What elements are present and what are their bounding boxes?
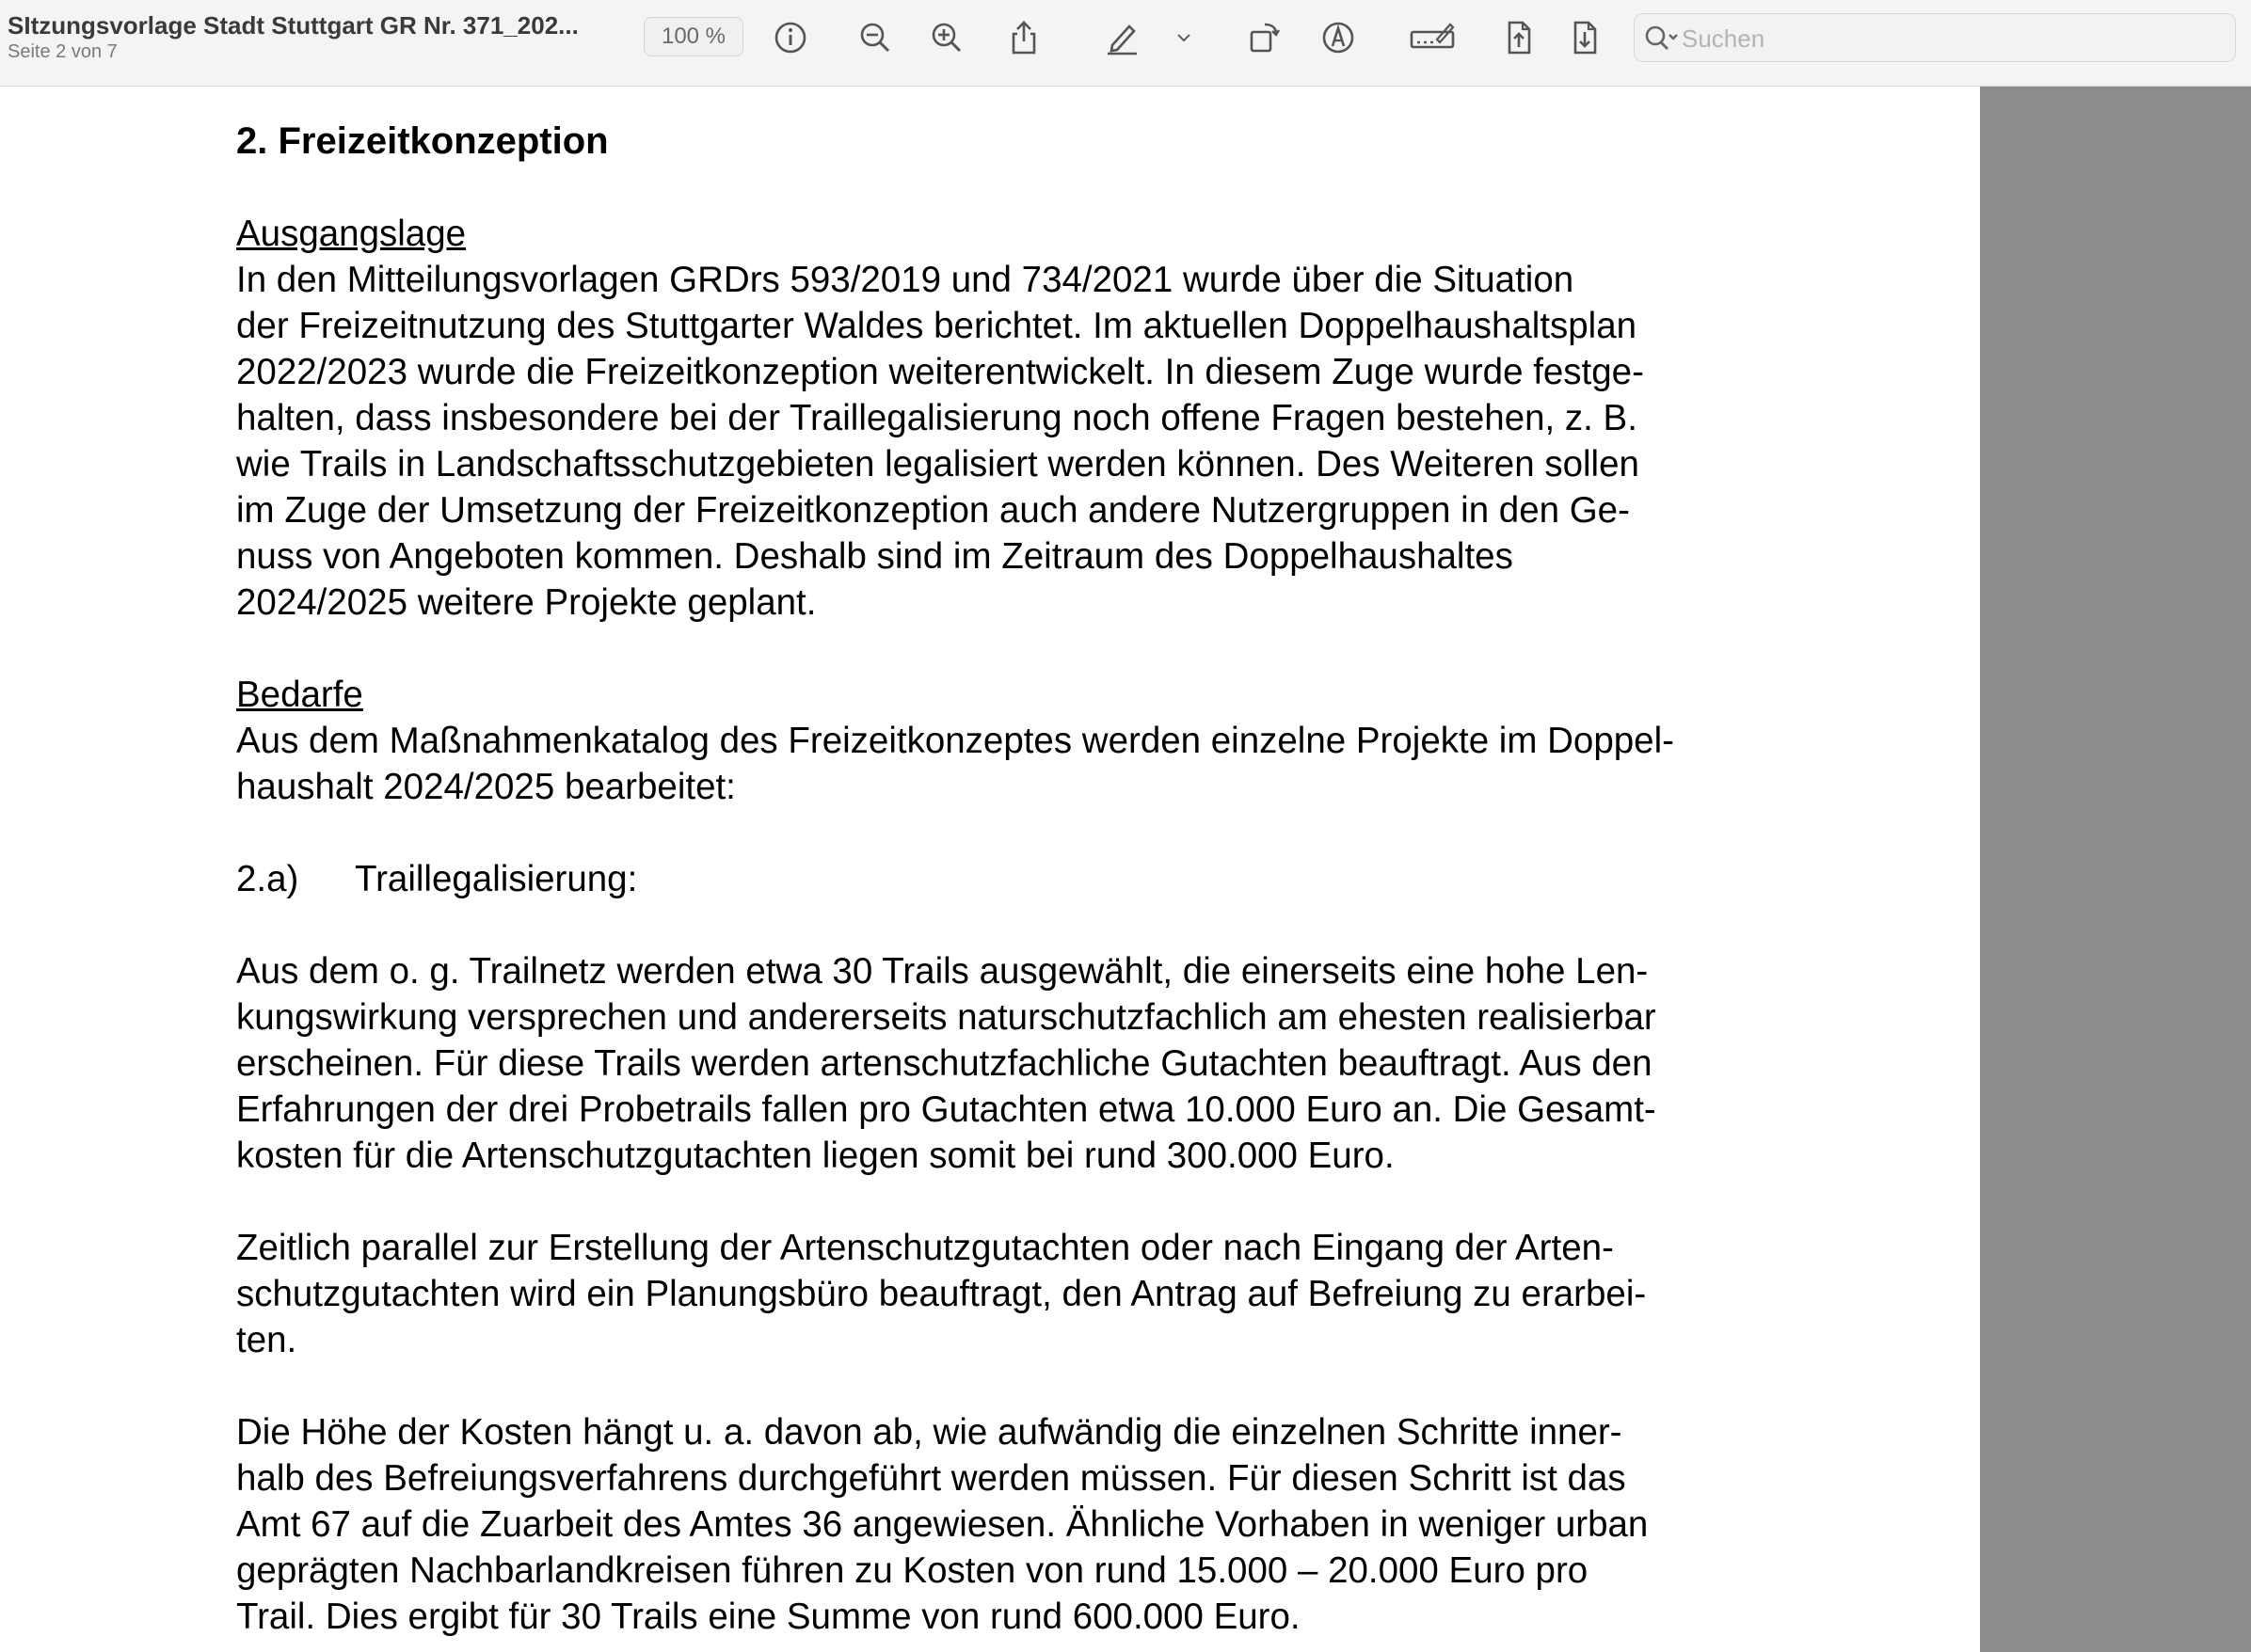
info-button[interactable] (768, 13, 813, 62)
share-icon (1005, 19, 1043, 56)
text-line: Erfahrungen der drei Probetrails fallen pro Gutachten etwa 10.000 Euro an. Die Gesamt- (236, 1089, 1656, 1130)
text-line: In den Mitteilungsvorlagen GRDrs 593/2019 und 734/2021 wurde über die Situation (236, 260, 1574, 300)
info-icon (772, 19, 809, 56)
text-line: halb des Befreiungsverfahrens durchgeführt werden müssen. Für diesen Schritt ist das (236, 1458, 1626, 1499)
text-line: Aus dem o. g. Trailnetz werden etwa 30 Trails ausgewählt, die einerseits eine hohe Len- (236, 951, 1649, 992)
text-line: wie Trails in Landschaftsschutzgebieten legalisiert werden können. Des Weiteren sollen (236, 444, 1639, 484)
share-button[interactable] (1001, 13, 1046, 62)
list-item-number: 2.a) (236, 859, 299, 899)
list-item-heading (236, 856, 1855, 902)
text-line: 2024/2025 weitere Projekte geplant. (236, 582, 817, 623)
list-item-title: Traillegalisierung: (355, 859, 638, 899)
text-line: Aus dem Maßnahmenkatalog des Freizeitkonzeptes werden einzelne Projekte im Doppel- (236, 721, 1674, 761)
highlight-options-button[interactable] (1167, 13, 1201, 62)
text-line: 2022/2023 wurde die Freizeitkonzeption weiterentwickelt. In diesem Zuge wurde festge- (236, 352, 1644, 392)
text-line: halten, dass insbesondere bei der Traillegalisierung noch offene Fragen bestehen, z. B. (236, 398, 1637, 438)
rotate-icon (1244, 19, 1282, 56)
upload-icon (1500, 19, 1538, 56)
text-line: der Freizeitnutzung des Stuttgarter Waldes berichtet. Im aktuellen Doppelhaushaltsplan (236, 306, 1637, 346)
zoom-out-button[interactable] (853, 13, 898, 62)
download-icon (1566, 19, 1604, 56)
toolbar (0, 0, 2251, 87)
text-line: Die Höhe der Kosten hängt u. a. davon ab, wie aufwändig die einzelnen Schritte inner- (236, 1412, 1622, 1453)
zoom-level-button[interactable]: 100 % (644, 17, 743, 56)
subsection-title-ausgangslage: Ausgangslage (236, 214, 467, 254)
text-line: im Zuge der Umsetzung der Freizeitkonzeption auch andere Nutzergruppen in den Ge- (236, 490, 1630, 531)
page-content (236, 119, 1855, 1640)
markup-icon (1319, 19, 1357, 56)
markup-button[interactable] (1316, 13, 1361, 62)
text-line: kosten für die Artenschutzgutachten liegen somit bei rund 300.000 Euro. (236, 1136, 1395, 1176)
chevron-down-icon (1173, 26, 1195, 49)
zoom-in-button[interactable] (924, 13, 969, 62)
text-line: geprägten Nachbarlandkreisen führen zu Kosten von rund 15.000 – 20.000 Euro pro (236, 1550, 1588, 1591)
text-line: haushalt 2024/2025 bearbeitet: (236, 767, 736, 807)
search-input[interactable] (1682, 20, 2218, 57)
signature-button[interactable] (1404, 13, 1461, 62)
upload-button[interactable] (1496, 13, 1541, 62)
zoom-out-icon (856, 19, 894, 56)
text-line: ten. (236, 1320, 297, 1360)
window-background (1980, 87, 2251, 1652)
section-heading: 2. Freizeitkonzeption (236, 120, 609, 162)
text-line: kungswirkung versprechen und andererseits naturschutzfachlich am ehesten realisierbar (236, 997, 1656, 1038)
highlight-icon (1103, 19, 1141, 56)
page-indicator: Seite 2 von 7 (8, 41, 118, 62)
highlight-button[interactable] (1099, 13, 1144, 62)
rotate-button[interactable] (1240, 13, 1285, 62)
text-line: nuss von Angeboten kommen. Deshalb sind im Zeitraum des Doppelhaushaltes (236, 536, 1513, 577)
text-line: Amt 67 auf die Zuarbeit des Amtes 36 angewiesen. Ähnliche Vorhaben in weniger urban (236, 1504, 1649, 1545)
document-title: SItzungsvorlage Stadt Stuttgart GR Nr. 371_202... (8, 11, 579, 40)
text-line: Zeitlich parallel zur Erstellung der Artenschutzgutachten oder nach Eingang der Arten- (236, 1228, 1614, 1268)
search-icon (1642, 22, 1684, 56)
zoom-in-icon (928, 19, 966, 56)
signature-icon (1408, 19, 1457, 56)
text-line: Trail. Dies ergibt für 30 Trails eine Summe von rund 600.000 Euro. (236, 1596, 1301, 1637)
text-line: schutzgutachten wird ein Planungsbüro beauftragt, den Antrag auf Befreiung zu erarbei- (236, 1274, 1647, 1314)
pdf-page (0, 87, 1980, 1652)
text-line: erscheinen. Für diese Trails werden artenschutzfachliche Gutachten beauftragt. Aus den (236, 1043, 1652, 1084)
search-field[interactable] (1634, 13, 2236, 62)
subsection-title-bedarfe: Bedarfe (236, 675, 363, 715)
download-button[interactable] (1562, 13, 1607, 62)
